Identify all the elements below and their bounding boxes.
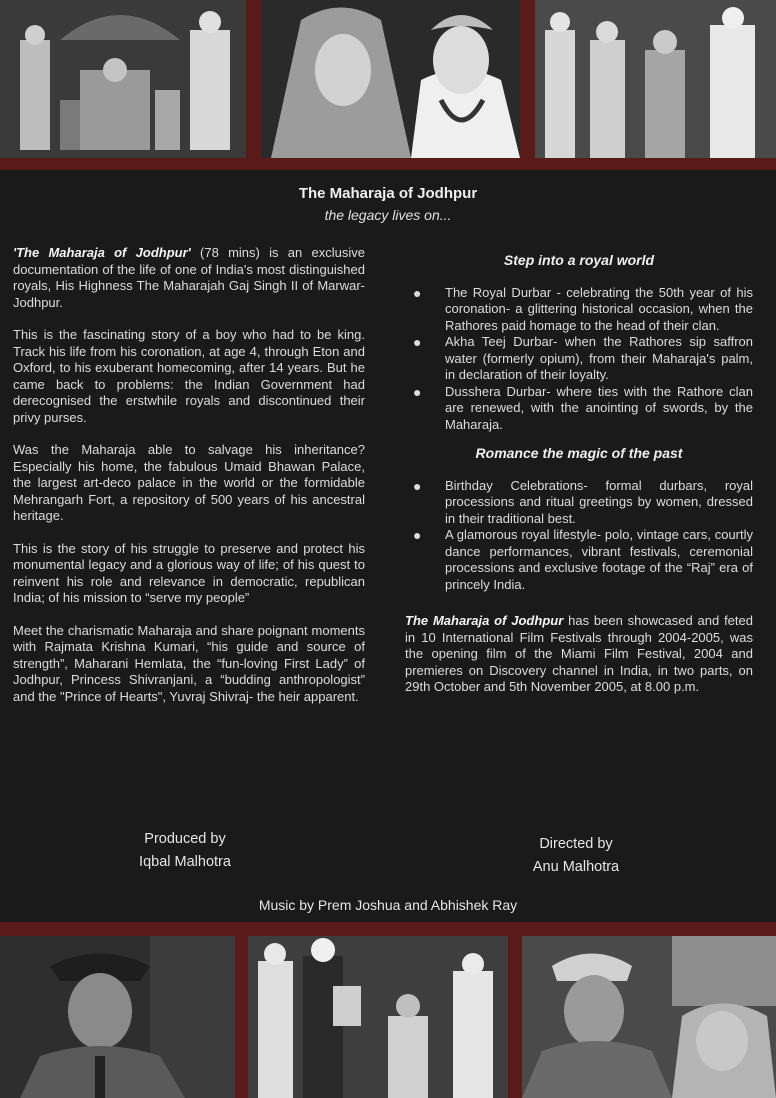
bullet-icon: ● xyxy=(413,477,422,494)
film-title-inline: 'The Maharaja of Jodhpur' xyxy=(13,245,191,260)
section-heading-royal-world: Step into a royal world xyxy=(503,252,655,268)
list-item: ● The Royal Durbar - celebrating the 50th year of his coronation- a glittering historical occasion, when the Rathores paid homage to the head of their clan. xyxy=(413,284,753,333)
produced-by-label: Produced by xyxy=(144,831,226,847)
producer-credit xyxy=(95,828,275,874)
left-column xyxy=(13,245,365,721)
right-column xyxy=(405,252,753,696)
photo-military-portrait xyxy=(0,936,235,1098)
story-paragraph: This is the fascinating story of a boy who had to be king. Track his life from his coronation, at age 4, through Eton and Oxford, to his exuberant homecoming, after 14 years. But he came back to problems: the Indian Government had derecognised the erstwhile royals and discontinued their privy purses. xyxy=(13,327,365,425)
bullet-icon: ● xyxy=(413,334,422,350)
bullet-icon: ● xyxy=(413,527,422,543)
list-item: ● Dusshera Durbar- where ties with the Rathore clan are renewed, with the anointing of swords, by the Maharaja. xyxy=(413,383,753,432)
bullet-icon: ● xyxy=(413,284,422,301)
list-item: ● Akha Teej Durbar- when the Rathores sip saffron water (formerly opium), from their Maharaja's palm, in declaration of their loyalty. xyxy=(413,334,753,382)
top-photo-strip xyxy=(0,0,776,170)
list-item: ● A glamorous royal lifestyle- polo, vintage cars, courtly dance performances, vibrant festivals, ceremonial processions and exclusive footage of the “Raj” era of princely India. xyxy=(413,527,753,592)
film-title-inline: The Maharaja of Jodhpur xyxy=(405,613,564,628)
intro-paragraph: 'The Maharaja of Jodhpur' (78 mins) is an exclusive documentation of the life of one of India's most distinguished royals, His Highness The Maharajah Gaj Singh II of Marwar-Jodhpur. xyxy=(13,245,365,310)
director-credit xyxy=(486,833,666,879)
struggle-paragraph: This is the story of his struggle to preserve and protect his monumental legacy and a glorious way of life; of his quest to reinvent his role and relevance in democratic, republican India; of his mission to “serve my people” xyxy=(13,540,365,605)
director-name: Anu Malhotra xyxy=(532,859,620,875)
page-subtitle: the legacy lives on... xyxy=(324,207,452,223)
list-item: ● Birthday Celebrations- formal durbars, royal processions and ritual greetings by women, dressed in their traditional best. xyxy=(413,477,753,526)
photo-durbar-gathering xyxy=(248,936,508,1098)
bottom-photo-strip xyxy=(0,922,776,1098)
section-heading-magic-of-past: Romance the magic of the past xyxy=(475,445,683,461)
bullet-icon: ● xyxy=(413,383,422,400)
page-title: The Maharaja of Jodhpur xyxy=(298,185,478,202)
meet-paragraph: Meet the charismatic Maharaja and share poignant moments with Rajmata Krishna Kumari, “his guide and source of strength”, Maharani Hemlata, the “fun-loving First Lady” of Jodhpur, Princess Shivranjani, a “budding anthropologist” and the "Prince of Hearts", Yuvraj Shivraj- the heir apparent. xyxy=(13,622,365,704)
inheritance-paragraph: Was the Maharaja able to salvage his inheritance? Especially his home, the fabulous Umaid Bhawan Palace, the largest art-deco palace in the world or the formidable Mehrangarh Fort, a repository of 500 years of his ancestral heritage. xyxy=(13,442,365,523)
photo-wedding-portrait xyxy=(522,936,776,1098)
photo-procession xyxy=(535,0,776,158)
directed-by-label: Directed by xyxy=(539,836,613,852)
producer-name: Iqbal Malhotra xyxy=(139,854,231,870)
photo-coronation-ceremony xyxy=(0,0,246,158)
photo-royal-couple-portrait xyxy=(261,0,520,158)
music-credit: Music by Prem Joshua and Abhishek Ray xyxy=(258,897,518,913)
festival-paragraph: The Maharaja of Jodhpur has been showcased and feted in 10 International Film Festivals through 2004-2005, was the opening film of the Miami Film Festival, 2004 and premieres on Discovery channel in India, in two parts, on 29th October and 5th November 2005, at 8.00 p.m. xyxy=(405,613,753,694)
royal-world-list xyxy=(405,285,753,434)
magic-of-past-list xyxy=(405,478,753,594)
